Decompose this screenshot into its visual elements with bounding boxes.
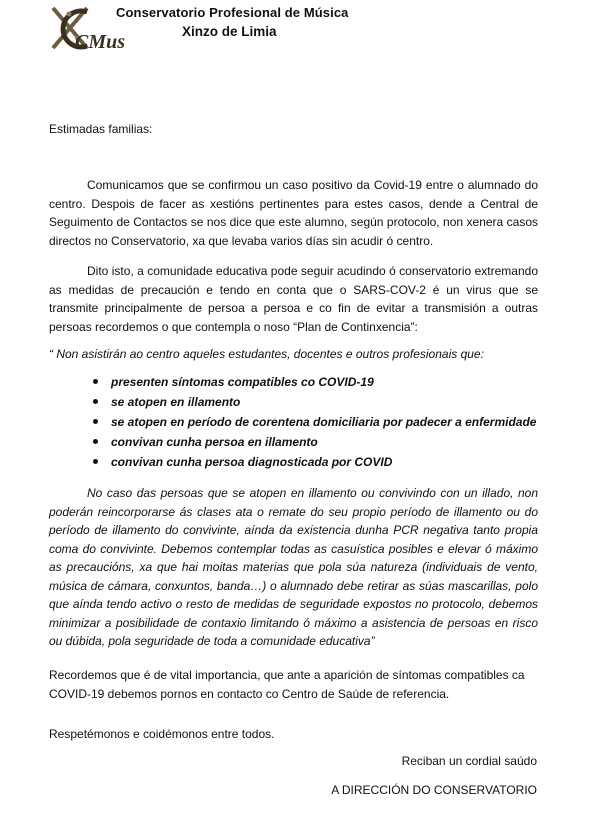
signature: A DIRECCIÓN DO CONSERVATORIO [331, 783, 537, 797]
institution-location: Xinzo de Limia [182, 24, 277, 39]
conservatorio-logo [47, 4, 127, 52]
list-item: se atopen en illamento [49, 392, 538, 412]
paragraph-covid-case: Comunicamos que se confirmou un caso positivo da Covid-19 entre o alumnado do centro. Despois de facer as xestións pertinentes para estes casos, dende a Central de Seguimento de Contactos se nos dice que este alumno, según protocolo, non xenera casos directos no Conservatorio, xa que levaba varios días sin acudir ó centro. [49, 178, 538, 248]
paragraph-respect: Respetémonos e coidémonos entre todos. [49, 727, 275, 741]
list-item: convivan cunha persoa diagnosticada por COVID [49, 452, 538, 472]
paragraph-isolation: No caso das persoas que se atopen en illamento ou convivindo con un illado, non poderán reincorporarse ás clases ata o remate do seu propio período de illamento ou do período de illamento do convivinte, aínda da existencia dunha PCR negativa tanto propia coma do convivinte. Debemos contemplar todas as casuística posibles e elevar ó máximo as precaucións, xa que hai moitas materias que pola súa natureza (individuais de vento, música de cámara, conxuntos, banda…) o alumnado debe retirar as súas mascarillas, polo que aínda tendo activo o resto de medidas de seguridade expostos no protocolo, debemos minimizar a posibilidade de contaxio limitando ó máximo a asistencia de persoas en risco ou dúbida, pola seguridade de toda a comunidade educativa” [49, 486, 538, 648]
institution-name: Conservatorio Profesional de Música [116, 5, 349, 20]
contingency-list [49, 372, 538, 472]
paragraph-precautions: Dito isto, a comunidade educativa pode seguir acudindo ó conservatorio extremando as medidas de precaución e tendo en conta que o SARS-COV-2 é un virus que se transmite principalmente de persoa a persoa e co fin de evitar a transmisión a outras persoas recordemos o que contempla o noso “Plan de Continxencia”: [49, 264, 538, 334]
logo-text: CMus [75, 31, 126, 52]
list-item: presenten síntomas compatibles co COVID-19 [49, 372, 538, 392]
list-item: convivan cunha persoa en illamento [49, 432, 538, 452]
quote-intro: “ Non asistirán ao centro aqueles estudantes, docentes e outros profesionais que: [49, 347, 484, 361]
paragraph-health-center: Recordemos que é de vital importancia, que ante a aparición de síntomas compatibles ca COVID-19 debemos pornos en contacto co Centro de Saúde de referencia. [49, 668, 525, 701]
letterhead [0, 0, 600, 60]
letter-greeting: Estimadas familias: [49, 122, 153, 136]
list-item: se atopen en período de corentena domiciliaria por padecer a enfermidade [49, 412, 538, 432]
closing-salutation: Reciban un cordial saúdo [401, 754, 537, 768]
